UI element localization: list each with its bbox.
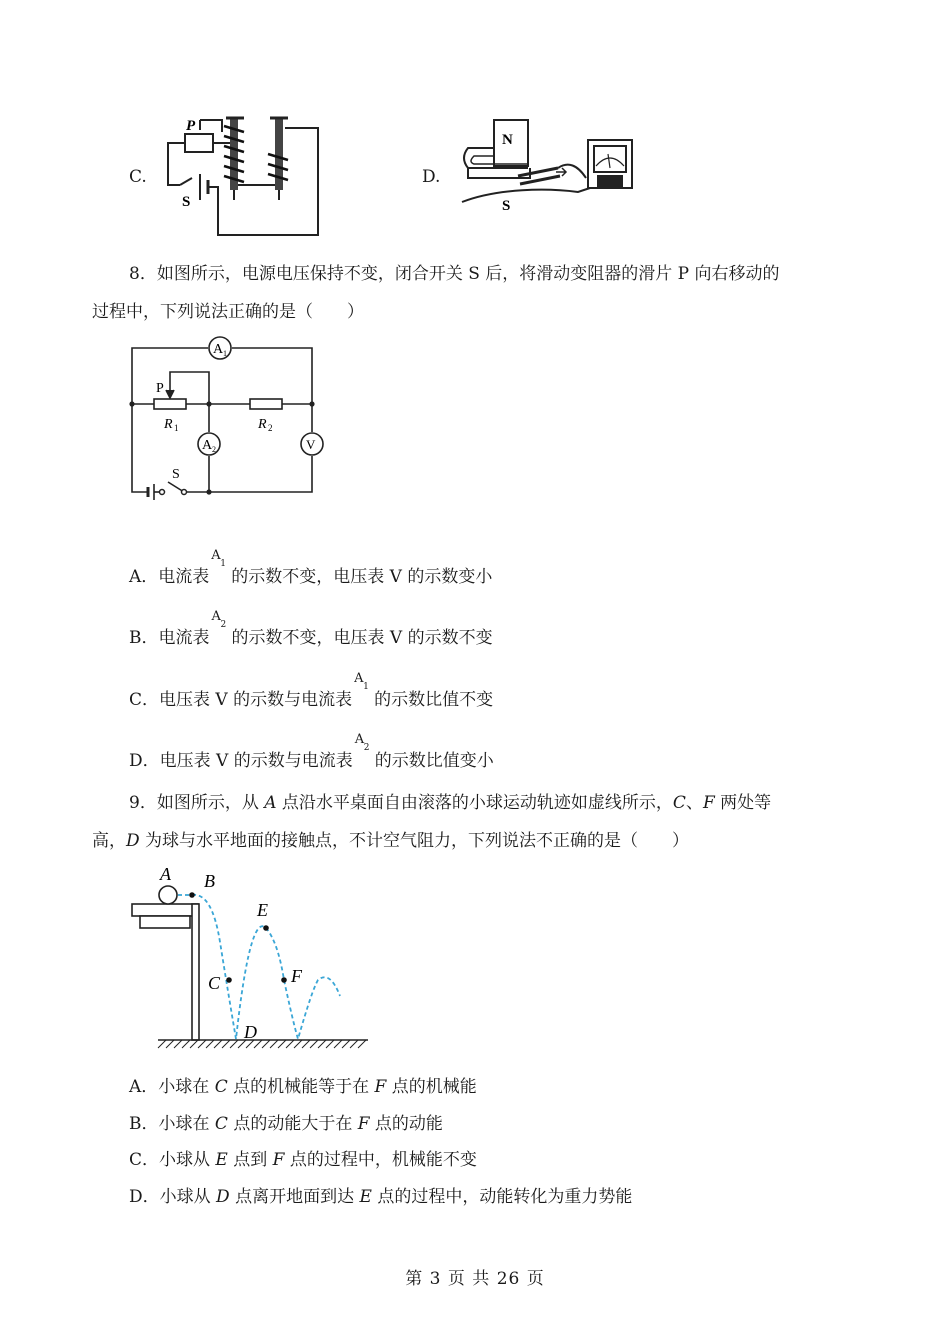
fig-label-b: B bbox=[204, 871, 215, 891]
q9-option-b: B．小球在 C 点的动能大于在 F 点的动能 bbox=[129, 1114, 443, 1134]
ammeter-symbol: A 1 bbox=[211, 548, 227, 569]
fig-label-d: D bbox=[244, 1022, 257, 1042]
fig-label-e: E bbox=[257, 900, 268, 920]
q7-option-c-label: C. bbox=[129, 167, 147, 187]
q8-option-d: D．电压表 V 的示数与电流表 A 2 的示数比值变小 bbox=[129, 732, 494, 771]
ammeter-a1-icon bbox=[209, 337, 231, 359]
q7-figure-c-electromagnet-circuit bbox=[160, 110, 320, 240]
page-number-footer: 第 3 页 共 26 页 bbox=[405, 1269, 545, 1289]
figc-label-p: P bbox=[186, 118, 196, 134]
fig-label-a: A bbox=[160, 864, 171, 884]
svg-text:2: 2 bbox=[212, 445, 216, 454]
circuit-label-r2 bbox=[257, 417, 273, 433]
svg-text:A: A bbox=[213, 342, 224, 357]
circuit-label-r1 bbox=[163, 417, 179, 433]
ammeter-symbol: A 1 bbox=[354, 671, 369, 692]
svg-text:R: R bbox=[164, 417, 173, 432]
svg-text:A: A bbox=[202, 438, 213, 453]
coil-left bbox=[224, 118, 244, 190]
ground-hatch bbox=[158, 1040, 368, 1048]
figd-label-s: S bbox=[502, 198, 511, 214]
q9-ball-trajectory-figure bbox=[128, 862, 378, 1057]
q7-figure-d-generator bbox=[458, 118, 640, 228]
q8-stem-line1: 8．如图所示，电源电压保持不变，闭合开关 S 后，将滑动变阻器的滑片 P 向右移动的 bbox=[129, 264, 780, 284]
figc-label-s: S bbox=[182, 194, 191, 210]
q8-option-c: C．电压表 V 的示数与电流表 A 1 的示数比值不变 bbox=[129, 671, 494, 710]
svg-text:1: 1 bbox=[174, 423, 179, 433]
circuit-label-p: P bbox=[156, 381, 164, 396]
fig-label-c: C bbox=[208, 973, 221, 993]
ammeter-symbol: A 2 bbox=[211, 609, 227, 630]
q8-circuit-diagram bbox=[124, 334, 334, 504]
ammeter-a2-icon bbox=[198, 433, 220, 455]
q7-option-d-label: D. bbox=[422, 167, 441, 187]
svg-text:V: V bbox=[306, 437, 316, 452]
svg-text:1: 1 bbox=[223, 349, 227, 358]
q9-stem-line2: 高，D 为球与水平地面的接触点，不计空气阻力，下列说法不正确的是（ ） bbox=[92, 831, 690, 851]
svg-text:R: R bbox=[258, 417, 267, 432]
voltmeter-v-icon bbox=[301, 433, 323, 455]
circuit-label-s: S bbox=[172, 467, 180, 482]
q8-option-a: A．电流表 A 1 的示数不变，电压表 V 的示数变小 bbox=[129, 548, 493, 587]
q9-option-a: A．小球在 C 点的机械能等于在 F 点的机械能 bbox=[129, 1077, 477, 1097]
q8-stem-line2: 过程中，下列说法正确的是（ ） bbox=[92, 302, 364, 322]
fig-label-f: F bbox=[291, 966, 302, 986]
figd-label-n: N bbox=[502, 132, 513, 148]
svg-text:2: 2 bbox=[268, 423, 273, 433]
ammeter-symbol: A 2 bbox=[354, 732, 370, 753]
q8-option-b: B．电流表 A 2 的示数不变，电压表 V 的示数不变 bbox=[129, 609, 493, 648]
ball-icon bbox=[159, 886, 177, 904]
q9-option-d: D．小球从 D 点离开地面到达 E 点的过程中，动能转化为重力势能 bbox=[129, 1187, 633, 1207]
q9-option-c: C．小球从 E 点到 F 点的过程中，机械能不变 bbox=[129, 1150, 477, 1170]
q9-stem-line1: 9．如图所示，从 A 点沿水平桌面自由滚落的小球运动轨迹如虚线所示，C、F 两处等 bbox=[129, 793, 772, 813]
